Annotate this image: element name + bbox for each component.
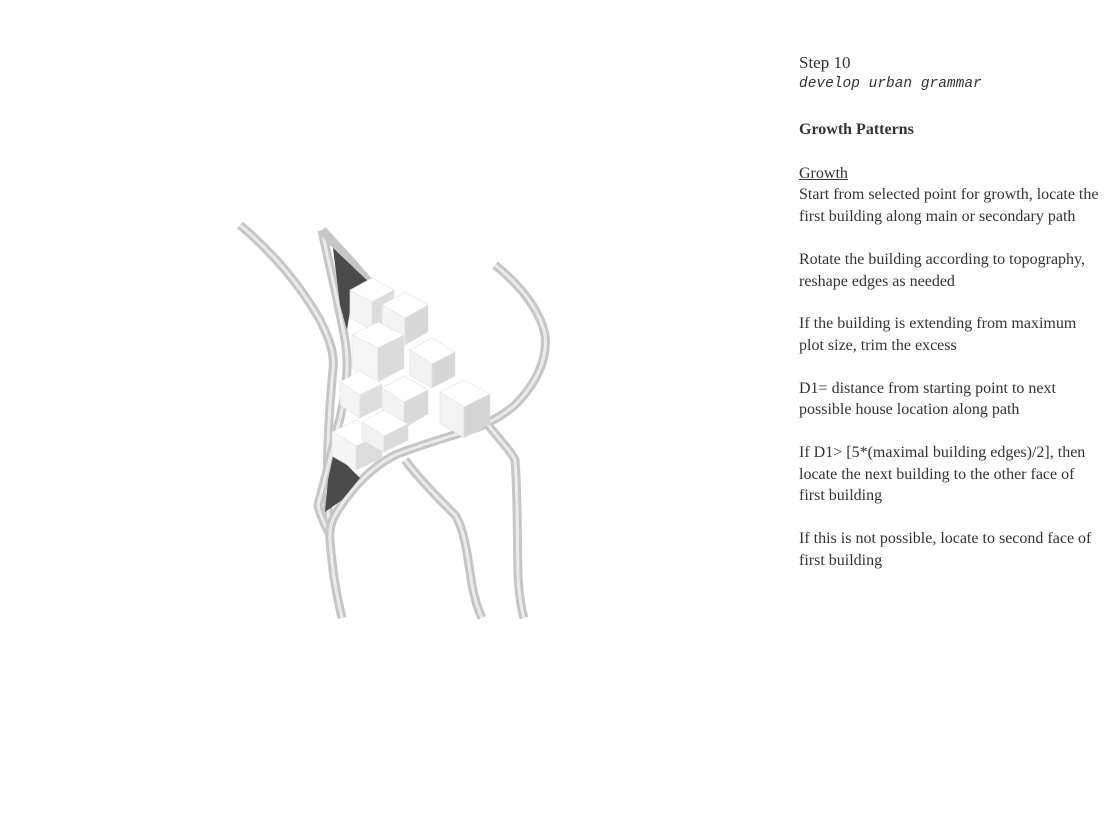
section-heading: Growth Patterns [799,121,914,138]
growth-diagram [200,200,600,640]
description-panel [799,52,1099,593]
paragraph: If the building is extending from maximum plot size, trim the excess [799,315,1077,354]
sub-heading: Growth [799,164,848,182]
site-drawing [200,200,600,640]
buildings [332,278,490,470]
paragraph: If D1> [5*(maximal building edges)/2], then locate the next building to the other face of first building [799,444,1086,505]
paragraph: Start from selected point for growth, locate the first building along main or secondary path [799,186,1099,226]
path-middle [405,460,482,618]
step-title: Step 10 [799,53,851,72]
paragraph: If this is not possible, locate to second face of first building [799,530,1092,569]
paragraph: Rotate the building according to topography, reshape edges as needed [799,250,1086,290]
step-subtitle: develop urban grammar [799,76,982,92]
building-4 [410,338,455,388]
path-left [240,225,342,618]
paragraph: D1= distance from starting point to next possible house location along path [799,379,1056,419]
